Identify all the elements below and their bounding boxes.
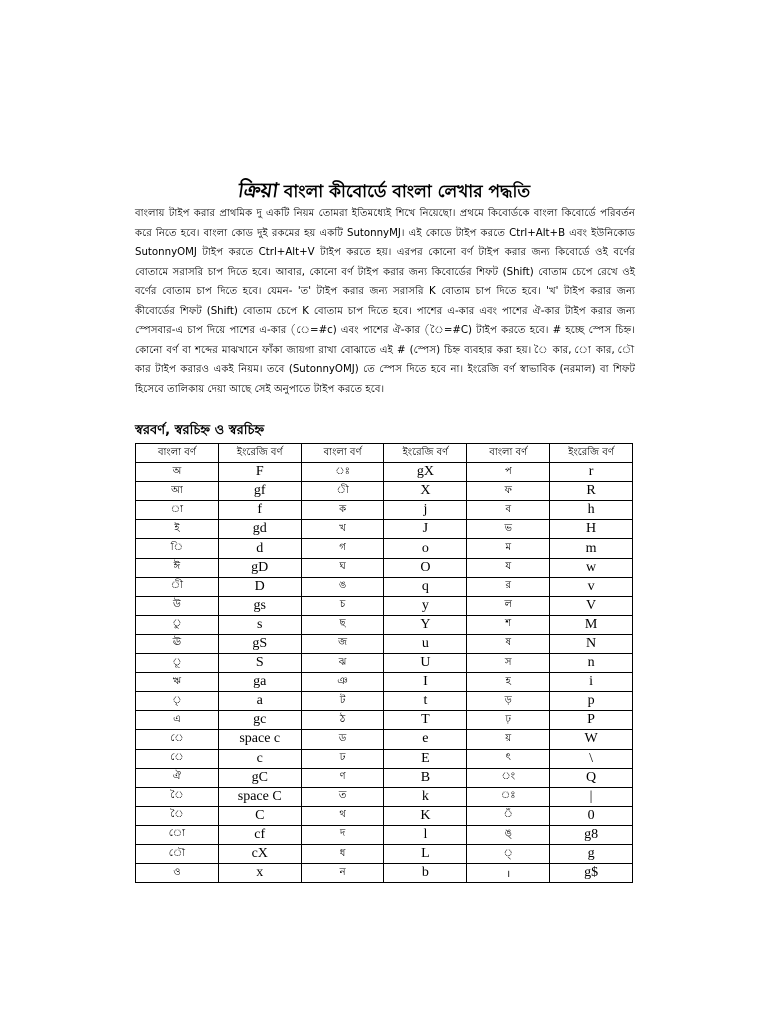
table-row xyxy=(136,558,633,577)
bangla-letter-cell: ৈ xyxy=(136,787,219,806)
english-key-cell: cf xyxy=(218,825,301,844)
column-header: বাংলা বর্ণ xyxy=(136,444,219,463)
bangla-letter-cell: ল xyxy=(467,596,550,615)
english-key-cell: k xyxy=(384,787,467,806)
bangla-letter-cell: ূ xyxy=(136,654,219,673)
english-key-cell: gf xyxy=(218,482,301,501)
english-key-cell: l xyxy=(384,825,467,844)
english-key-cell: L xyxy=(384,844,467,863)
english-key-cell: C xyxy=(218,806,301,825)
table-row xyxy=(136,768,633,787)
bangla-letter-cell: ্ xyxy=(467,844,550,863)
english-key-cell: D xyxy=(218,577,301,596)
bangla-letter-cell: ঝ xyxy=(301,654,384,673)
bangla-letter-cell: ষ xyxy=(467,634,550,653)
english-key-cell: gX xyxy=(384,463,467,482)
title-glyph: ক্রিয়া xyxy=(236,178,280,202)
bangla-letter-cell: ং xyxy=(467,768,550,787)
english-key-cell: gD xyxy=(218,558,301,577)
bangla-letter-cell: প xyxy=(467,463,550,482)
english-key-cell: s xyxy=(218,615,301,634)
english-key-cell: N xyxy=(550,634,633,653)
english-key-cell: F xyxy=(218,463,301,482)
english-key-cell: Y xyxy=(384,615,467,634)
bangla-letter-cell: ঃ xyxy=(301,463,384,482)
bangla-letter-cell: ঙ্ xyxy=(467,825,550,844)
bangla-letter-cell: ম xyxy=(467,539,550,558)
bangla-letter-cell: খ xyxy=(301,520,384,539)
english-key-cell: J xyxy=(384,520,467,539)
english-key-cell: t xyxy=(384,692,467,711)
english-key-cell: i xyxy=(550,673,633,692)
english-key-cell: H xyxy=(550,520,633,539)
section-heading: স্বরবর্ণ, স্বরচিহ্ন ও স্বরচিহ্ন xyxy=(135,423,265,438)
english-key-cell: cX xyxy=(218,844,301,863)
english-key-cell: gc xyxy=(218,711,301,730)
english-key-cell: I xyxy=(384,673,467,692)
bangla-letter-cell: ঋ xyxy=(136,673,219,692)
table-row xyxy=(136,634,633,653)
english-key-cell: U xyxy=(384,654,467,673)
english-key-cell: O xyxy=(384,558,467,577)
column-header: ইংরেজি বর্ণ xyxy=(384,444,467,463)
english-key-cell: q xyxy=(384,577,467,596)
bangla-letter-cell: দ xyxy=(301,825,384,844)
table-row xyxy=(136,577,633,596)
bangla-letter-cell: ছ xyxy=(301,615,384,634)
bangla-letter-cell: ু xyxy=(136,615,219,634)
bangla-letter-cell: ৃ xyxy=(136,692,219,711)
english-key-cell: P xyxy=(550,711,633,730)
table-row xyxy=(136,787,633,806)
bangla-letter-cell: ড xyxy=(301,730,384,749)
table-row xyxy=(136,615,633,634)
english-key-cell: c xyxy=(218,749,301,768)
english-key-cell: ga xyxy=(218,673,301,692)
bangla-letter-cell: ে xyxy=(136,749,219,768)
bangla-letter-cell: ৎ xyxy=(467,749,550,768)
bangla-letter-cell: চ xyxy=(301,596,384,615)
bangla-letter-cell: আ xyxy=(136,482,219,501)
bangla-letter-cell: ৈ xyxy=(136,806,219,825)
english-key-cell: Q xyxy=(550,768,633,787)
bangla-letter-cell: । xyxy=(467,864,550,883)
english-key-cell: M xyxy=(550,615,633,634)
keyboard-mapping-table xyxy=(135,443,633,883)
bangla-letter-cell: জ xyxy=(301,634,384,653)
bangla-letter-cell: ফ xyxy=(467,482,550,501)
bangla-letter-cell: ঈ xyxy=(136,558,219,577)
english-key-cell: f xyxy=(218,501,301,520)
bangla-letter-cell: উ xyxy=(136,596,219,615)
paragraph-text: বাংলায় টাইপ করার প্রাথমিক দু একটি নিয়ম তোমরা ইতিমধ্যেই শিখে নিয়েছো। প্রথমে কিবোর্ডকে বাংলা কিবোর্ডে পরিবর্তন করে নিতে হবে। বাংলা কোড দুই রকমের হয় একটি SutonnyMJ। এই কোডে টাইপ করতে Ctrl+Alt+B এবং ইউনিকোড SutonnyOMJ টাইপ করতে Ctrl+Alt+V টাইপ করতে হয়। এরপর কোনো বর্ণ টাইপ করার জন্য কিবোর্ডে ওই বর্ণের বোতামে সরাসরি চাপ দিতে হবে। আবার, কোনো বর্ণ টাইপ করার জন্য কিবোর্ডের শিফট (Shift) বোতাম চেপে রেখে ওই বর্ণের বোতাম চাপ দিতে হবে। যেমন- 'ত' টাইপ করার জন্য সরাসরি K বোতাম চাপ দিতে হবে। 'খ' টাইপ করার জন্য কীবোর্ডের শিফট (Shift) বোতাম চেপে K বোতাম চাপ দিতে হবে। পাশের এ-কার এবং পাশের ঐ-কার টাইপ করার জন্য স্পেসবার-এ চাপ দিয়ে পাশের এ-কার (ে=#c) এবং পাশের ঐ-কার (ৈ=#C) টাইপ করতে হবে। # হচ্ছে স্পেস চিহ্ন। কোনো বর্ণ বা শব্দের মাঝখানে ফাঁকা জায়গা রাখা বোঝাতে এই # (স্পেস) চিহ্ন ব্যবহার করা হয়। ৈ কার, ো কার, ৌ কার টাইপ করারও একই নিয়ম। তবে (SutonnyOMJ) তে স্পেস দিতে হবে না। ইংরেজি বর্ণ স্বাভাবিক (নরমাল) বা শিফট হিসেবে তালিকায় দেয়া আছে সেই অনুপাতে টাইপ করতে হবে। xyxy=(135,208,636,395)
column-header: ইংরেজি বর্ণ xyxy=(550,444,633,463)
table-row xyxy=(136,825,633,844)
table-row xyxy=(136,844,633,863)
bangla-letter-cell: ধ xyxy=(301,844,384,863)
english-key-cell: d xyxy=(218,539,301,558)
english-key-cell: space c xyxy=(218,730,301,749)
english-key-cell: B xyxy=(384,768,467,787)
english-key-cell: W xyxy=(550,730,633,749)
table-header-row xyxy=(136,444,633,463)
english-key-cell: g8 xyxy=(550,825,633,844)
column-header: বাংলা বর্ণ xyxy=(301,444,384,463)
bangla-letter-cell: য xyxy=(467,558,550,577)
bangla-letter-cell: ট xyxy=(301,692,384,711)
english-key-cell: gC xyxy=(218,768,301,787)
english-key-cell: V xyxy=(550,596,633,615)
english-key-cell: K xyxy=(384,806,467,825)
english-key-cell: e xyxy=(384,730,467,749)
bangla-letter-cell: ঃ xyxy=(467,787,550,806)
bangla-letter-cell: ঐ xyxy=(136,768,219,787)
english-key-cell: S xyxy=(218,654,301,673)
bangla-letter-cell: ই xyxy=(136,520,219,539)
english-key-cell: w xyxy=(550,558,633,577)
bangla-letter-cell: ও xyxy=(136,864,219,883)
bangla-letter-cell: ঢ xyxy=(301,749,384,768)
bangla-letter-cell: া xyxy=(136,501,219,520)
bangla-letter-cell: শ xyxy=(467,615,550,634)
table-body xyxy=(136,463,633,883)
bangla-letter-cell: ঞ xyxy=(301,673,384,692)
table-row xyxy=(136,806,633,825)
english-key-cell: b xyxy=(384,864,467,883)
body-paragraph xyxy=(135,204,635,399)
bangla-letter-cell: ভ xyxy=(467,520,550,539)
bangla-letter-cell: ঙ xyxy=(301,577,384,596)
bangla-letter-cell: ঠ xyxy=(301,711,384,730)
bangla-letter-cell: ৌ xyxy=(136,844,219,863)
table-row xyxy=(136,596,633,615)
table-row xyxy=(136,864,633,883)
english-key-cell: | xyxy=(550,787,633,806)
english-key-cell: T xyxy=(384,711,467,730)
table-row xyxy=(136,749,633,768)
table-row xyxy=(136,482,633,501)
bangla-letter-cell: ঢ় xyxy=(467,711,550,730)
table-row xyxy=(136,692,633,711)
english-key-cell: j xyxy=(384,501,467,520)
bangla-letter-cell: র xyxy=(467,577,550,596)
bangla-letter-cell: ী xyxy=(136,577,219,596)
english-key-cell: X xyxy=(384,482,467,501)
english-key-cell: n xyxy=(550,654,633,673)
bangla-letter-cell: হ xyxy=(467,673,550,692)
title-text: বাংলা কীবোর্ডে বাংলা লেখার পদ্ধতি xyxy=(283,182,531,202)
english-key-cell: y xyxy=(384,596,467,615)
english-key-cell: gS xyxy=(218,634,301,653)
english-key-cell: m xyxy=(550,539,633,558)
english-key-cell: E xyxy=(384,749,467,768)
table-row xyxy=(136,730,633,749)
english-key-cell: gd xyxy=(218,520,301,539)
table-row xyxy=(136,501,633,520)
table-row xyxy=(136,711,633,730)
bangla-letter-cell: ক xyxy=(301,501,384,520)
bangla-letter-cell: ড় xyxy=(467,692,550,711)
english-key-cell: r xyxy=(550,463,633,482)
english-key-cell: 0 xyxy=(550,806,633,825)
english-key-cell: u xyxy=(384,634,467,653)
bangla-letter-cell: ি xyxy=(136,539,219,558)
bangla-letter-cell: য় xyxy=(467,730,550,749)
bangla-letter-cell: অ xyxy=(136,463,219,482)
table-row xyxy=(136,520,633,539)
english-key-cell: \ xyxy=(550,749,633,768)
table-row xyxy=(136,654,633,673)
bangla-letter-cell: এ xyxy=(136,711,219,730)
bangla-letter-cell: ণ xyxy=(301,768,384,787)
table-row xyxy=(136,463,633,482)
bangla-letter-cell: ঘ xyxy=(301,558,384,577)
english-key-cell: v xyxy=(550,577,633,596)
bangla-letter-cell: ঊ xyxy=(136,634,219,653)
english-key-cell: g xyxy=(550,844,633,863)
english-key-cell: x xyxy=(218,864,301,883)
english-key-cell: g$ xyxy=(550,864,633,883)
bangla-letter-cell: গ xyxy=(301,539,384,558)
bangla-letter-cell: ে xyxy=(136,730,219,749)
bangla-letter-cell: ব xyxy=(467,501,550,520)
bangla-letter-cell: থ xyxy=(301,806,384,825)
english-key-cell: gs xyxy=(218,596,301,615)
english-key-cell: h xyxy=(550,501,633,520)
english-key-cell: o xyxy=(384,539,467,558)
english-key-cell: p xyxy=(550,692,633,711)
english-key-cell: R xyxy=(550,482,633,501)
english-key-cell: a xyxy=(218,692,301,711)
table-row xyxy=(136,673,633,692)
bangla-letter-cell: ঁ xyxy=(467,806,550,825)
bangla-letter-cell: ন xyxy=(301,864,384,883)
table-row xyxy=(136,539,633,558)
bangla-letter-cell: ো xyxy=(136,825,219,844)
column-header: ইংরেজি বর্ণ xyxy=(218,444,301,463)
column-header: বাংলা বর্ণ xyxy=(467,444,550,463)
english-key-cell: space C xyxy=(218,787,301,806)
bangla-letter-cell: ী xyxy=(301,482,384,501)
bangla-letter-cell: স xyxy=(467,654,550,673)
bangla-letter-cell: ত xyxy=(301,787,384,806)
